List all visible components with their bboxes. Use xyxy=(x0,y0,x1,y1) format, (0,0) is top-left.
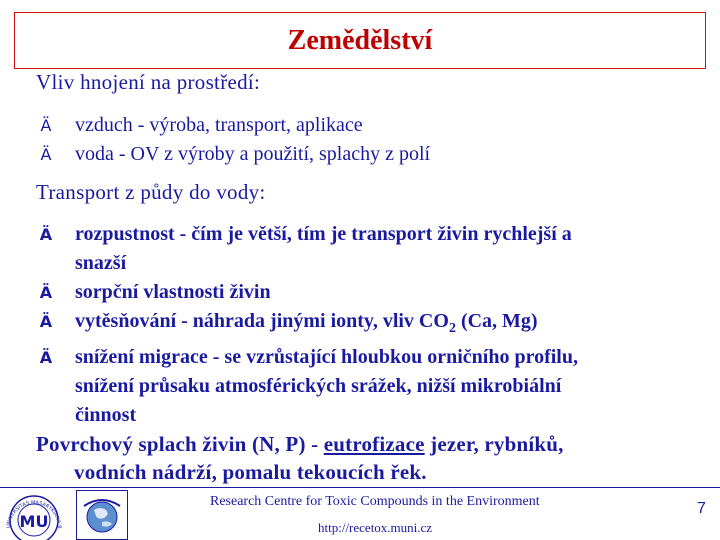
logo-muni-ring-text: UNIVERSITAS MASARYKIANA B xyxy=(5,499,63,529)
transport-list xyxy=(36,220,696,430)
title-box xyxy=(14,12,706,69)
list-item: Ä snížení migrace - se vzrůstající hloubkou orničního profilu, snížení průsaku atmosférických srážek, nižší mikrobiální činnost xyxy=(36,343,696,430)
bullet-icon: Ä xyxy=(40,145,52,164)
footer-centre-name: Research Centre for Toxic Compounds in the Environment xyxy=(210,494,540,509)
eutrofizace-term: eutrofizace xyxy=(323,432,425,456)
section-heading-transport: Transport z půdy do vody: xyxy=(36,180,266,204)
bullet-icon: Ä xyxy=(40,116,52,135)
list-item: Ä vzduch - výroba, transport, aplikace xyxy=(36,111,696,140)
section-heading-fertilization: Vliv hnojení na prostředí: xyxy=(36,70,261,94)
list-item: Ä vytěsňování - náhrada jinými ionty, vliv $CO_2$ (Ca, Mg) xyxy=(36,307,696,343)
list-item: Ä sorpční vlastnosti živin xyxy=(36,278,696,307)
list-item: Ä voda - OV z výroby a použití, splachy z polí xyxy=(36,140,696,169)
slide-title: Zemědělství xyxy=(287,24,433,56)
bullet-icon: Ä xyxy=(39,348,53,367)
fertilization-list xyxy=(36,111,696,169)
list-item: Ä rozpustnost - čím je větší, tím je transport živin rychlejší a snazší xyxy=(36,220,696,278)
footer-url-link[interactable]: http://recetox.muni.cz xyxy=(318,520,433,535)
footer-divider xyxy=(0,487,720,488)
page-number: 7 xyxy=(697,500,706,517)
bullet-icon: Ä xyxy=(39,225,53,244)
masaryk-university-logo-icon xyxy=(0,490,68,540)
surface-runoff-paragraph: Povrchový splach živin (N, P) - eutrofizace jezer, rybníků, vodních nádrží, pomalu tekoucích řek. xyxy=(36,432,564,484)
logo-muni-letters: MU xyxy=(19,512,49,531)
recetox-globe-logo-icon xyxy=(76,490,128,540)
bullet-icon: Ä xyxy=(39,283,53,302)
bullet-icon: Ä xyxy=(39,312,53,331)
